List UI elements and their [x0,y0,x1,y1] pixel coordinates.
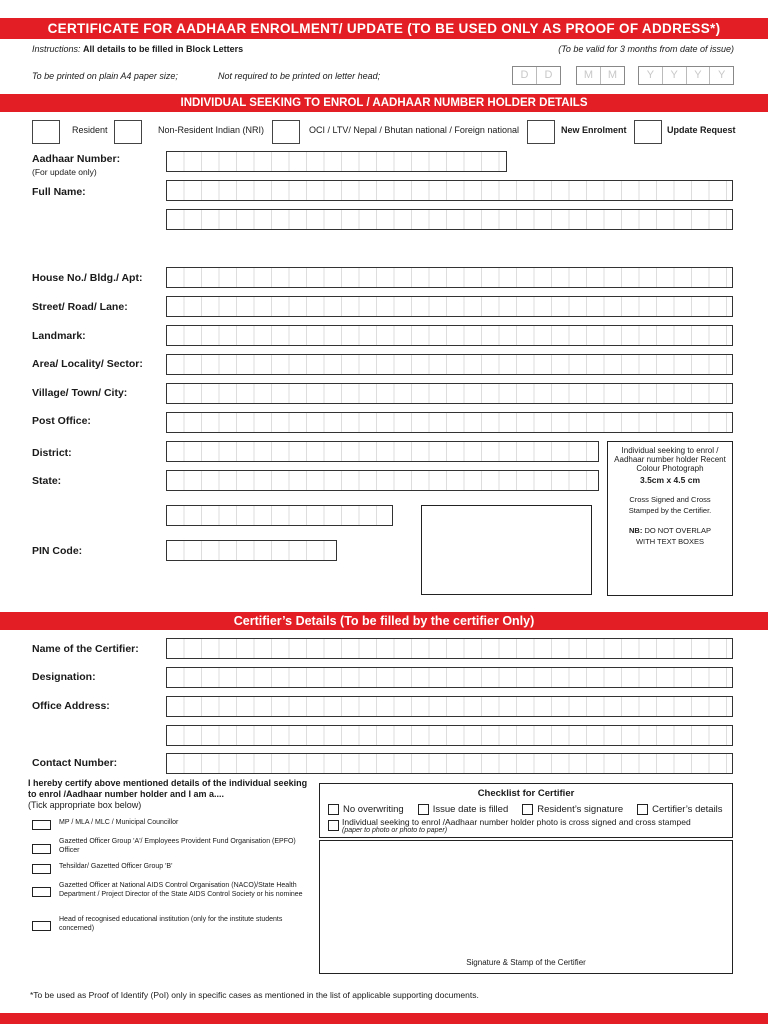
aadhaar-note: (For update only) [32,167,97,177]
post-office-label: Post Office: [32,415,91,427]
new-enrolment-label: New Enrolment [561,125,627,135]
resident-checkbox[interactable] [32,120,60,144]
individual-section-title: INDIVIDUAL SEEKING TO ENROL / AADHAAR NUMBER HOLDER DETAILS [180,97,588,109]
full-name-input-2[interactable] [166,209,733,230]
certifier-signature-box[interactable] [319,840,733,974]
new-enrolment-checkbox[interactable] [527,120,555,144]
checklist-item-overwriting[interactable]: No overwriting [328,804,404,815]
photo-box [607,441,733,596]
signature-area[interactable] [421,505,592,595]
declaration-text: I hereby certify above mentioned details of the individual seeking to enrol /Aadhaar number holder and I am a.... [28,778,308,799]
instructions: Instructions: All details to be filled in Block Letters [32,44,244,54]
photo-nb-note: NB: DO NOT OVERLAP WITH TEXT BOXES [629,526,711,546]
checklist-item-certifier-details[interactable]: Certifier’s details [637,804,722,815]
landmark-label: Landmark: [32,330,86,342]
role-checkbox-5[interactable] [32,921,51,931]
role-label-2: Gazetted Officer Group 'A'/ Employees Provident Fund Organisation (EPFO) Officer [59,838,296,854]
form-title-bar [0,18,768,39]
role-label-4: Gazetted Officer at National AIDS Control Organisation (NACO)/State Health Department / Project Director of the State AIDS Control Society or his nominee [59,882,303,898]
date-day-input[interactable]: D D [512,66,561,85]
office-address-input-2[interactable] [166,725,733,746]
office-address-label: Office Address: [32,700,110,712]
oci-label: OCI / LTV/ Nepal / Bhutan national / Foreign national [309,125,519,135]
pin-label: PIN Code: [32,545,83,557]
tick-note: (Tick appropriate box below) [28,800,142,810]
street-input[interactable] [166,296,733,317]
village-input[interactable] [166,383,733,404]
checklist-photo-item: Individual seeking to enrol /Aadhaar number holder photo is cross signed and cross stamped [342,817,691,827]
district-label: District: [32,447,72,459]
print-note-2: Not required to be printed on letter head; [218,71,381,81]
individual-section-bar [0,94,768,112]
designation-input[interactable] [166,667,733,688]
footer-note: *To be used as Proof of Identify (PoI) only in specific cases as mentioned in the list of applicable supporting documents. [30,990,479,1000]
role-label-1: MP / MLA / MLC / Municipal Councillor [59,819,179,826]
print-note-1: To be printed on plain A4 paper size; [32,71,178,81]
resident-label: Resident [72,125,108,135]
checklist-box [319,783,733,838]
full-name-label: Full Name: [32,186,86,198]
certifier-name-label: Name of the Certifier: [32,643,139,655]
update-request-label: Update Request [667,125,736,135]
street-label: Street/ Road/ Lane: [32,301,128,313]
checklist-photo-checkbox[interactable] [328,820,339,831]
date-month-input[interactable]: M M [576,66,625,85]
role-checkbox-2[interactable] [32,844,51,854]
validity-note: (To be valid for 3 months from date of issue) [558,44,734,54]
bottom-bar [0,1013,768,1024]
photo-signed-note: Cross Signed and Cross Stamped by the Certifier. [628,495,712,515]
nri-checkbox[interactable] [114,120,142,144]
contact-label: Contact Number: [32,757,118,769]
role-checkbox-3[interactable] [32,864,51,874]
checklist-item-issue-date[interactable]: Issue date is filled [418,804,509,815]
area-label: Area/ Locality/ Sector: [32,358,143,370]
pin-input[interactable] [166,540,337,561]
designation-label: Designation: [32,671,96,683]
state-input-1[interactable] [166,470,599,491]
date-year-input[interactable]: Y Y Y Y [638,66,734,85]
contact-input[interactable] [166,753,733,774]
certifier-signature-label: Signature & Stamp of the Certifier [466,958,586,967]
photo-caption: Individual seeking to enrol / Aadhaar number holder Recent Colour Photograph [614,446,726,473]
area-input[interactable] [166,354,733,375]
certifier-section-bar [0,612,768,630]
photo-size: 3.5cm x 4.5 cm [639,475,700,485]
certifier-section-title: Certifier’s Details (To be filled by the certifier Only) [233,614,535,628]
aadhaar-label: Aadhaar Number: [32,153,121,165]
role-label-3: Tehsildar/ Gazetted Officer Group 'B' [59,863,173,870]
house-label: House No./ Bldg./ Apt: [32,272,143,284]
aadhaar-input[interactable] [166,151,507,172]
checklist-item-resident-signature[interactable]: Resident’s signature [522,804,623,815]
state-input-2[interactable] [166,505,393,526]
office-address-input-1[interactable] [166,696,733,717]
post-office-input[interactable] [166,412,733,433]
landmark-input[interactable] [166,325,733,346]
checklist-title: Checklist for Certifier [477,788,575,799]
house-input[interactable] [166,267,733,288]
checklist-photo-note: (paper to photo or photo to paper) [342,827,448,834]
village-label: Village/ Town/ City: [32,387,128,399]
oci-checkbox[interactable] [272,120,300,144]
role-checkbox-1[interactable] [32,820,51,830]
form-title: CERTIFICATE FOR AADHAAR ENROLMENT/ UPDATE (TO BE USED ONLY AS PROOF OF ADDRESS*) [47,21,721,36]
nri-label: Non-Resident Indian (NRI) [158,125,265,135]
full-name-input-1[interactable] [166,180,733,201]
role-label-5: Head of recognised educational institution (only for the institute students concerned) [59,916,283,932]
role-checkbox-4[interactable] [32,887,51,897]
update-request-checkbox[interactable] [634,120,662,144]
certifier-name-input[interactable] [166,638,733,659]
district-input[interactable] [166,441,599,462]
state-label: State: [32,475,62,487]
